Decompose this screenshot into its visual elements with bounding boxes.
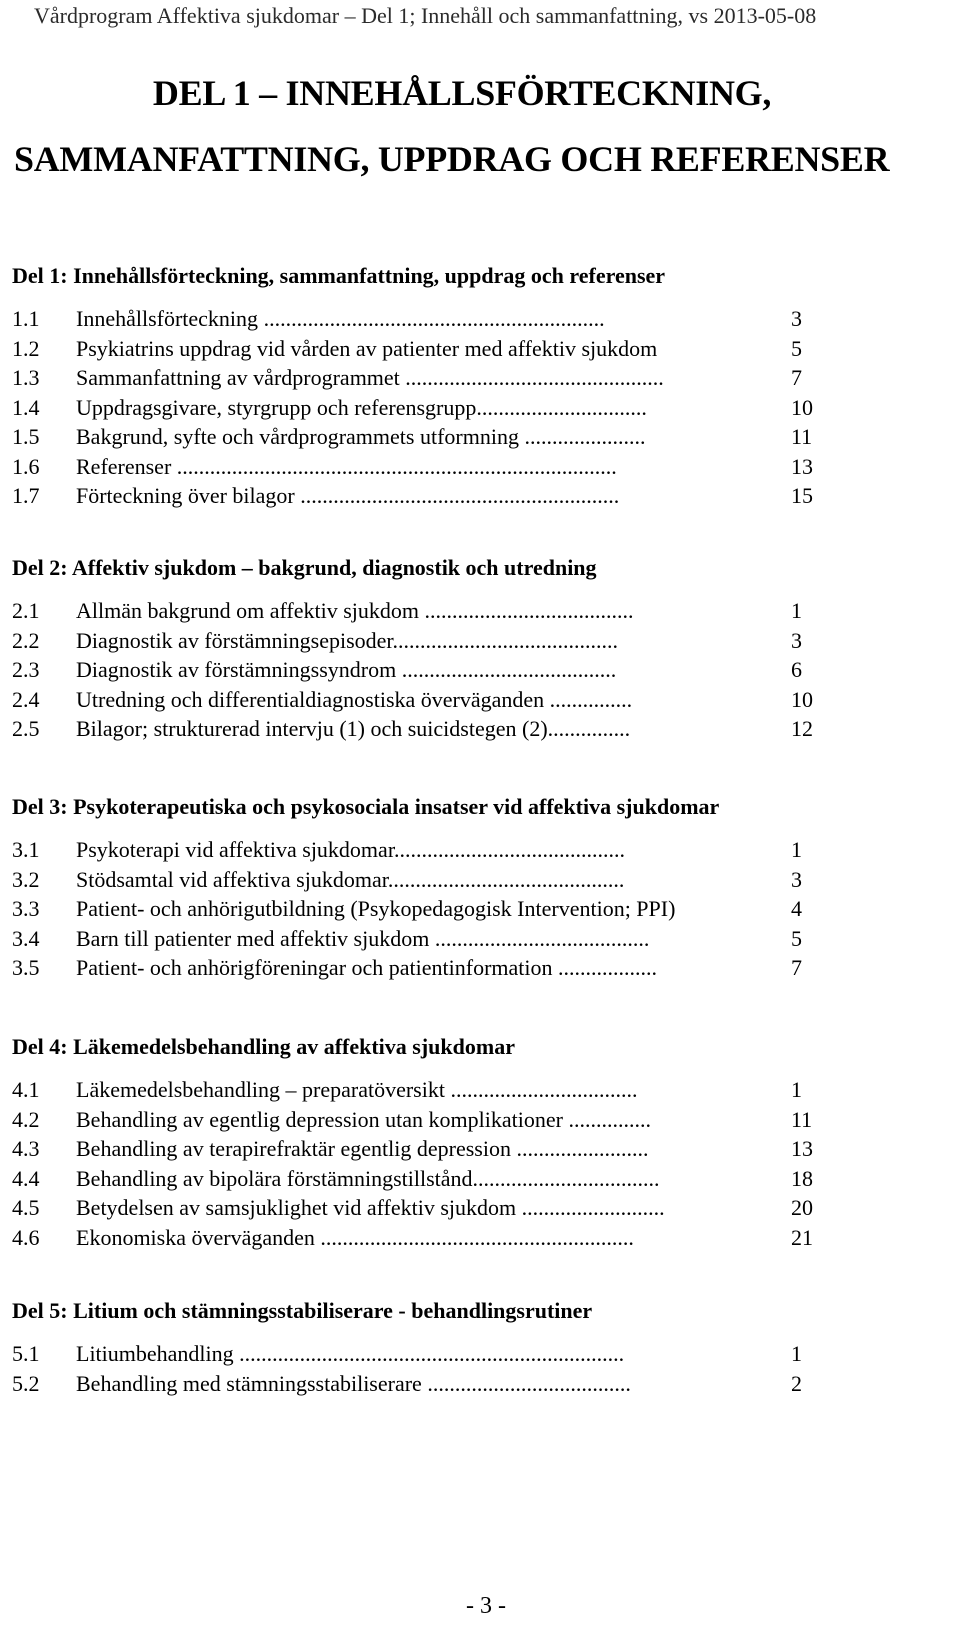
toc-entry-title: Psykiatrins uppdrag vid vården av patienter med affektiv sjukdom xyxy=(76,335,658,361)
toc-entry-title: Bakgrund, syfte och vårdprogrammets utformning xyxy=(76,424,519,449)
toc-entry-title: Stödsamtal vid affektiva sjukdomar xyxy=(76,866,388,892)
toc-entry-label xyxy=(76,393,647,422)
toc-entry-label xyxy=(76,835,625,864)
toc-entry-label xyxy=(76,422,645,451)
toc-entry-leader-dots: ................................................................................ xyxy=(171,453,617,479)
toc-entry-page: 3 xyxy=(791,866,802,892)
toc-entry-number: 3.5 xyxy=(12,955,40,980)
toc-entry[interactable] xyxy=(12,304,842,334)
toc-entry-leader-dots: .................................. xyxy=(472,1165,660,1191)
toc-entry-label xyxy=(76,894,675,923)
toc-entry-number: 4.6 xyxy=(12,1224,40,1250)
toc-entry[interactable] xyxy=(12,422,842,452)
toc-entry-title: Behandling av bipolära förstämningstillstånd xyxy=(76,1165,473,1191)
toc-entry-number: 2.3 xyxy=(12,657,40,682)
toc-entry[interactable] xyxy=(12,1164,842,1194)
toc-entry[interactable] xyxy=(12,393,842,423)
toc-entry-page: 12 xyxy=(791,716,813,741)
toc-entry[interactable] xyxy=(12,1105,842,1135)
toc-entry-number: 1.2 xyxy=(12,335,40,361)
toc-entry-number: 3.3 xyxy=(12,896,40,921)
toc-section xyxy=(12,554,842,744)
toc-entry-title: Behandling med stämningsstabiliserare xyxy=(76,1370,422,1396)
toc-entry-label xyxy=(76,1134,648,1163)
toc-entry-number: 1.1 xyxy=(12,306,40,331)
toc-entry-number: 2.4 xyxy=(12,686,40,712)
toc-entry-page: 7 xyxy=(791,955,802,980)
toc-entry-number: 2.1 xyxy=(12,598,40,623)
toc-entry-label xyxy=(76,1339,624,1368)
toc-entry-number: 1.4 xyxy=(12,394,40,420)
page-number: - 3 - xyxy=(466,1593,506,1619)
toc-entry-number: 4.5 xyxy=(12,1195,40,1220)
toc-entry-page: 5 xyxy=(791,335,802,361)
toc-entry-leader-dots: ............... xyxy=(544,686,633,712)
toc-entry[interactable] xyxy=(12,835,842,865)
section-heading: Del 3: Psykoterapeutiska och psykosociala insatser vid affektiva sjukdomar xyxy=(12,794,720,819)
toc-entry-leader-dots: .......................... xyxy=(516,1195,665,1220)
toc-entry-label xyxy=(76,1223,634,1252)
toc-entry-leader-dots: ............................................... xyxy=(399,365,664,390)
toc-entry-label xyxy=(76,626,618,655)
toc-entry[interactable] xyxy=(12,1193,842,1223)
toc-entry-title: Läkemedelsbehandling – preparatöversikt xyxy=(76,1077,445,1102)
toc-entry-page: 1 xyxy=(791,837,802,862)
toc-entry-number: 3.1 xyxy=(12,837,40,862)
toc-entry-leader-dots: .............................................................. xyxy=(258,306,605,331)
toc-entry-page: 3 xyxy=(791,306,802,331)
toc-entry[interactable] xyxy=(12,1223,842,1253)
toc-entry-leader-dots: ....................................... xyxy=(396,657,617,682)
toc-entry-leader-dots: ..................................... xyxy=(421,1370,631,1396)
toc-entry-number: 5.1 xyxy=(12,1341,40,1366)
toc-entry-page: 2 xyxy=(791,1370,802,1396)
toc-entry[interactable] xyxy=(12,596,842,626)
toc-entry-leader-dots: ...................... xyxy=(518,424,646,449)
toc-entry-page: 4 xyxy=(791,896,802,921)
toc-entry-title: Sammanfattning av vårdprogrammet xyxy=(76,365,400,390)
toc-entry-leader-dots: .................. xyxy=(552,955,658,980)
toc-entry-leader-dots: ............... xyxy=(562,1106,651,1132)
toc-entry-page: 13 xyxy=(791,1136,813,1161)
toc-entry-leader-dots: ........................................... xyxy=(387,866,625,892)
toc-entry-title: Uppdragsgivare, styrgrupp och referensgrupp xyxy=(76,394,477,420)
toc-entry-number: 3.2 xyxy=(12,866,40,892)
toc-entry-page: 10 xyxy=(791,686,813,712)
toc-entry-leader-dots: ........................ xyxy=(510,1136,649,1161)
section-heading: Del 1: Innehållsförteckning, sammanfattning, uppdrag och referenser xyxy=(12,263,666,288)
toc-entry[interactable] xyxy=(12,865,842,895)
toc-entry-page: 7 xyxy=(791,365,802,390)
toc-entry-label xyxy=(76,655,616,684)
toc-entry-title: Bilagor; strukturerad intervju (1) och suicidstegen (2) xyxy=(76,716,548,741)
toc-entry[interactable] xyxy=(12,953,842,983)
section-heading: Del 2: Affektiv sjukdom – bakgrund, diagnostik och utredning xyxy=(12,555,597,580)
toc-entry-title: Betydelsen av samsjuklighet vid affektiv sjukdom xyxy=(76,1195,517,1220)
toc-entry-label xyxy=(76,304,605,333)
toc-entry-number: 2.5 xyxy=(12,716,40,741)
toc-entry-page: 1 xyxy=(791,598,802,623)
toc-entry-leader-dots: .......................................................... xyxy=(294,483,620,508)
toc-entry-title: Referenser xyxy=(76,453,172,479)
toc-entry[interactable] xyxy=(12,363,842,393)
toc-section xyxy=(12,793,842,983)
toc-entry-label xyxy=(76,685,632,714)
toc-entry[interactable] xyxy=(12,481,842,511)
toc-entry-number: 3.4 xyxy=(12,925,40,951)
toc-section xyxy=(12,1297,842,1398)
toc-entry-title: Utredning och differentialdiagnostiska överväganden xyxy=(76,686,545,712)
toc-entry-page: 11 xyxy=(791,1106,813,1132)
toc-entry-page: 6 xyxy=(791,657,802,682)
toc-entry-leader-dots: ......................................................... xyxy=(314,1224,634,1250)
section-heading: Del 4: Läkemedelsbehandling av affektiva sjukdomar xyxy=(12,1034,515,1059)
toc-entry-label xyxy=(76,1164,660,1193)
toc-entry-label xyxy=(76,924,649,953)
toc-entry-title: Diagnostik av förstämningsepisoder xyxy=(76,627,393,653)
toc-entry-number: 5.2 xyxy=(12,1370,40,1396)
toc-entry-page: 21 xyxy=(791,1224,813,1250)
toc-entry[interactable] xyxy=(12,714,842,744)
toc-entry-label xyxy=(76,1075,637,1104)
toc-entry-label xyxy=(76,1105,651,1134)
toc-entry-leader-dots: ............... xyxy=(547,716,631,741)
toc-entry-leader-dots: ............................... xyxy=(476,394,647,420)
toc-entry-page: 15 xyxy=(791,483,813,508)
toc-entry-title: Ekonomiska överväganden xyxy=(76,1224,315,1250)
toc-entry[interactable] xyxy=(12,1134,842,1164)
toc-section xyxy=(12,1033,842,1252)
toc-entry-page: 13 xyxy=(791,453,813,479)
toc-entry-title: Patient- och anhörigutbildning (Psykopedagogisk Intervention; PPI) xyxy=(76,896,676,921)
toc-entry-page: 5 xyxy=(791,925,802,951)
toc-entry-leader-dots: ...................................... xyxy=(419,598,634,623)
toc-entry-number: 1.5 xyxy=(12,424,40,449)
toc-entry-page: 10 xyxy=(791,394,813,420)
toc-entry-label xyxy=(76,334,657,363)
toc-entry-number: 2.2 xyxy=(12,627,40,653)
toc-entry-page: 1 xyxy=(791,1077,802,1102)
toc-entry-leader-dots: .................................. xyxy=(444,1077,638,1102)
toc-entry[interactable] xyxy=(12,1075,842,1105)
toc-entry[interactable] xyxy=(12,626,842,656)
toc-entry[interactable] xyxy=(12,685,842,715)
toc-entry-leader-dots: ....................................... xyxy=(429,925,650,951)
toc-entry-number: 4.1 xyxy=(12,1077,40,1102)
section-heading: Del 5: Litium och stämningsstabiliserare - behandlingsrutiner xyxy=(12,1298,593,1323)
running-header: Vårdprogram Affektiva sjukdomar – Del 1; Innehåll och sammanfattning, vs 2013-05-08 xyxy=(34,3,817,28)
toc-entry[interactable] xyxy=(12,1369,842,1399)
toc-entry-number: 4.4 xyxy=(12,1165,40,1191)
toc-entry-title: Förteckning över bilagor xyxy=(76,483,295,508)
toc-entry-page: 3 xyxy=(791,627,802,653)
toc-entry-leader-dots: ...................................................................... xyxy=(233,1341,625,1366)
toc-entry[interactable] xyxy=(12,924,842,954)
toc-entry-label xyxy=(76,452,617,481)
toc-entry[interactable] xyxy=(12,452,842,482)
toc-entry-number: 1.7 xyxy=(12,483,40,508)
toc-entry-label xyxy=(76,714,630,743)
toc-entry-title: Innehållsförteckning xyxy=(76,306,259,331)
toc-entry-label xyxy=(76,596,634,625)
toc-entry-title: Behandling av terapirefraktär egentlig depression xyxy=(76,1136,511,1161)
toc-entry[interactable] xyxy=(12,894,842,924)
toc-entry-title: Psykoterapi vid affektiva sjukdomar xyxy=(76,837,394,862)
toc-section xyxy=(12,262,842,511)
toc-entry-page: 11 xyxy=(791,424,813,449)
toc-entry-label xyxy=(76,481,619,510)
toc-entry-title: Litiumbehandling xyxy=(76,1341,234,1366)
toc-entry-label xyxy=(76,865,624,894)
toc-entry-title: Allmän bakgrund om affektiv sjukdom xyxy=(76,598,419,623)
toc-entry-title: Behandling av egentlig depression utan komplikationer xyxy=(76,1106,563,1132)
toc-entry-number: 1.3 xyxy=(12,365,40,390)
toc-entry-number: 4.3 xyxy=(12,1136,40,1161)
document-title-line-1: DEL 1 – INNEHÅLLSFÖRTECKNING, xyxy=(152,73,772,113)
toc-entry-page: 20 xyxy=(791,1195,813,1220)
toc-entry-page: 1 xyxy=(791,1341,802,1366)
toc-entry[interactable] xyxy=(12,334,842,364)
toc-entry-label xyxy=(76,1369,631,1398)
toc-entry-leader-dots: .......................................... xyxy=(393,837,625,862)
toc-entry[interactable] xyxy=(12,1339,842,1369)
toc-entry-title: Diagnostik av förstämningssyndrom xyxy=(76,657,397,682)
toc-entry-label xyxy=(76,1193,665,1222)
toc-entry-page: 18 xyxy=(791,1165,813,1191)
toc-entry-leader-dots: ......................................... xyxy=(392,627,619,653)
toc-entry-number: 1.6 xyxy=(12,453,40,479)
toc-entry-title: Barn till patienter med affektiv sjukdom xyxy=(76,925,430,951)
document-title-line-2: SAMMANFATTNING, UPPDRAG OCH REFERENSER xyxy=(14,139,890,179)
toc-entry-label xyxy=(76,953,657,982)
toc-entry-label xyxy=(76,363,664,392)
toc-entry-number: 4.2 xyxy=(12,1106,40,1132)
toc-entry[interactable] xyxy=(12,655,842,685)
toc-entry-title: Patient- och anhörigföreningar och patientinformation xyxy=(76,955,553,980)
